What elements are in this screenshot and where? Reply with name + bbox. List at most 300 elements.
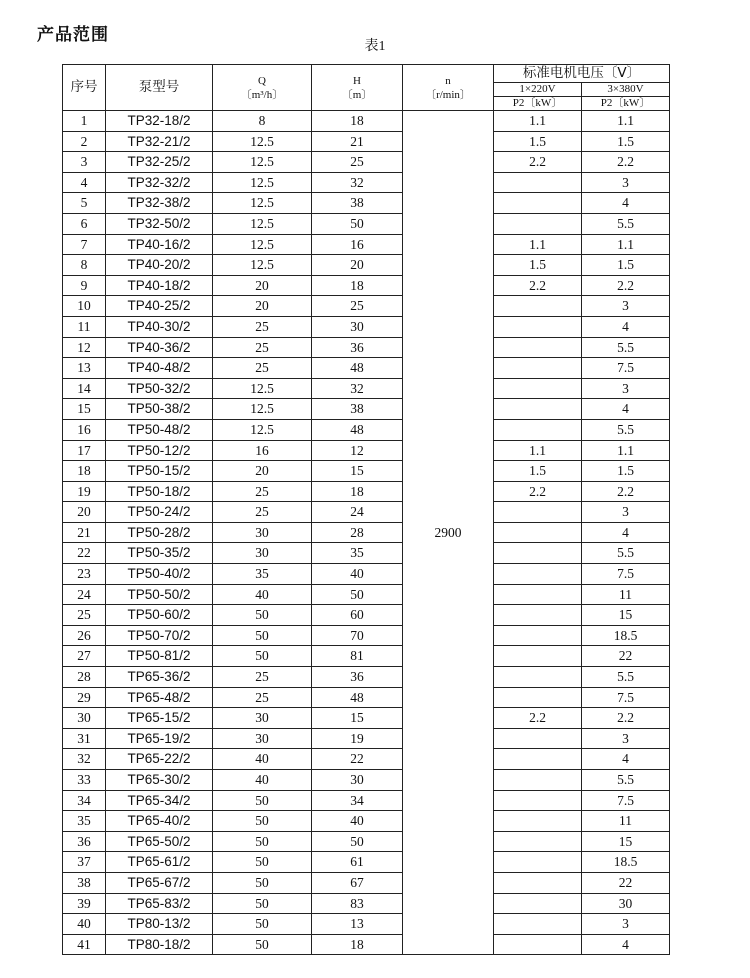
row-index: 29: [63, 687, 106, 708]
row-model: TP65-48/2: [106, 687, 213, 708]
row-index: 25: [63, 605, 106, 626]
row-power-three-phase: 11: [582, 584, 670, 605]
row-head: 12: [312, 440, 403, 461]
row-model: TP50-32/2: [106, 378, 213, 399]
row-power-single-phase: [494, 378, 582, 399]
row-flow: 25: [213, 667, 312, 688]
row-model: TP65-50/2: [106, 831, 213, 852]
row-index: 5: [63, 193, 106, 214]
header-flow: [213, 65, 312, 111]
row-power-single-phase: [494, 831, 582, 852]
row-flow: 12.5: [213, 172, 312, 193]
row-power-three-phase: 5.5: [582, 213, 670, 234]
row-model: TP32-25/2: [106, 152, 213, 173]
row-flow: 40: [213, 584, 312, 605]
row-model: TP50-18/2: [106, 481, 213, 502]
row-head: 15: [312, 461, 403, 482]
row-power-three-phase: 5.5: [582, 419, 670, 440]
row-power-single-phase: [494, 399, 582, 420]
row-flow: 50: [213, 605, 312, 626]
row-flow: 12.5: [213, 213, 312, 234]
header-speed-unit: 〔r/min〕: [425, 88, 471, 101]
row-power-three-phase: 30: [582, 893, 670, 914]
table-row: [63, 872, 670, 893]
row-flow: 30: [213, 708, 312, 729]
row-head: 13: [312, 914, 403, 935]
row-index: 34: [63, 790, 106, 811]
row-flow: 12.5: [213, 399, 312, 420]
row-power-single-phase: 1.5: [494, 131, 582, 152]
row-index: 39: [63, 893, 106, 914]
row-index: 35: [63, 811, 106, 832]
row-power-single-phase: [494, 749, 582, 770]
row-index: 30: [63, 708, 106, 729]
row-power-single-phase: [494, 543, 582, 564]
table-row: [63, 275, 670, 296]
row-power-single-phase: 2.2: [494, 708, 582, 729]
row-model: TP40-25/2: [106, 296, 213, 317]
header-speed: [403, 65, 494, 111]
row-model: TP80-13/2: [106, 914, 213, 935]
row-power-three-phase: 4: [582, 399, 670, 420]
row-head: 50: [312, 831, 403, 852]
row-index: 14: [63, 378, 106, 399]
row-index: 13: [63, 358, 106, 379]
row-index: 32: [63, 749, 106, 770]
row-power-three-phase: 3: [582, 378, 670, 399]
row-power-three-phase: 18.5: [582, 625, 670, 646]
row-model: TP65-67/2: [106, 872, 213, 893]
row-index: 26: [63, 625, 106, 646]
row-flow: 40: [213, 770, 312, 791]
row-head: 70: [312, 625, 403, 646]
table-row: [63, 543, 670, 564]
row-flow: 50: [213, 831, 312, 852]
table-row: [63, 378, 670, 399]
row-power-three-phase: 22: [582, 646, 670, 667]
table-row: [63, 934, 670, 955]
row-index: 33: [63, 770, 106, 791]
row-index: 40: [63, 914, 106, 935]
row-index: 12: [63, 337, 106, 358]
row-head: 16: [312, 234, 403, 255]
table-row: [63, 481, 670, 502]
table-row: [63, 790, 670, 811]
page-heading: 产品范围: [37, 25, 109, 45]
table-row: [63, 502, 670, 523]
row-model: TP40-20/2: [106, 255, 213, 276]
row-flow: 50: [213, 872, 312, 893]
table-row: [63, 584, 670, 605]
table-row: [63, 831, 670, 852]
row-flow: 50: [213, 852, 312, 873]
row-flow: 30: [213, 522, 312, 543]
row-power-three-phase: 15: [582, 831, 670, 852]
row-index: 16: [63, 419, 106, 440]
row-power-single-phase: 2.2: [494, 152, 582, 173]
row-power-three-phase: 1.1: [582, 440, 670, 461]
header-speed-symbol: n: [445, 74, 451, 87]
row-model: TP32-21/2: [106, 131, 213, 152]
row-model: TP32-32/2: [106, 172, 213, 193]
row-head: 67: [312, 872, 403, 893]
row-model: TP32-50/2: [106, 213, 213, 234]
row-flow: 20: [213, 275, 312, 296]
row-index: 31: [63, 728, 106, 749]
row-power-single-phase: [494, 687, 582, 708]
row-head: 15: [312, 708, 403, 729]
table-row: [63, 234, 670, 255]
row-model: TP50-35/2: [106, 543, 213, 564]
row-power-single-phase: 1.5: [494, 255, 582, 276]
row-power-single-phase: [494, 296, 582, 317]
row-power-three-phase: 15: [582, 605, 670, 626]
row-head: 18: [312, 275, 403, 296]
row-power-three-phase: 3: [582, 502, 670, 523]
row-power-three-phase: 2.2: [582, 481, 670, 502]
row-model: TP50-12/2: [106, 440, 213, 461]
row-flow: 25: [213, 358, 312, 379]
table-row: [63, 667, 670, 688]
row-flow: 20: [213, 296, 312, 317]
row-index: 9: [63, 275, 106, 296]
row-head: 35: [312, 543, 403, 564]
row-model: TP50-40/2: [106, 564, 213, 585]
row-flow: 50: [213, 790, 312, 811]
row-power-single-phase: [494, 646, 582, 667]
row-power-single-phase: 1.1: [494, 234, 582, 255]
row-index: 6: [63, 213, 106, 234]
table-row: [63, 893, 670, 914]
row-flow: 30: [213, 543, 312, 564]
row-model: TP50-70/2: [106, 625, 213, 646]
row-head: 30: [312, 316, 403, 337]
row-model: TP50-50/2: [106, 584, 213, 605]
row-flow: 35: [213, 564, 312, 585]
table-row: [63, 193, 670, 214]
row-power-single-phase: [494, 358, 582, 379]
row-head: 28: [312, 522, 403, 543]
table-row: [63, 770, 670, 791]
row-power-single-phase: [494, 893, 582, 914]
row-model: TP40-48/2: [106, 358, 213, 379]
table-row: [63, 914, 670, 935]
table-row: [63, 708, 670, 729]
row-power-single-phase: [494, 419, 582, 440]
table-row: [63, 749, 670, 770]
row-index: 36: [63, 831, 106, 852]
row-power-single-phase: [494, 934, 582, 955]
header-model: 泵型号: [106, 65, 213, 111]
table-row: [63, 399, 670, 420]
row-head: 34: [312, 790, 403, 811]
row-flow: 50: [213, 811, 312, 832]
row-power-single-phase: [494, 193, 582, 214]
row-head: 60: [312, 605, 403, 626]
row-index: 11: [63, 316, 106, 337]
row-power-single-phase: [494, 625, 582, 646]
row-head: 50: [312, 213, 403, 234]
row-head: 48: [312, 419, 403, 440]
row-model: TP65-30/2: [106, 770, 213, 791]
row-power-three-phase: 7.5: [582, 687, 670, 708]
row-head: 25: [312, 152, 403, 173]
row-power-three-phase: 7.5: [582, 564, 670, 585]
row-index: 28: [63, 667, 106, 688]
row-power-single-phase: 2.2: [494, 481, 582, 502]
table-row: [63, 358, 670, 379]
row-power-three-phase: 1.5: [582, 131, 670, 152]
row-power-single-phase: [494, 790, 582, 811]
header-head-symbol: H: [353, 74, 361, 87]
row-flow: 12.5: [213, 378, 312, 399]
product-range-table: [62, 64, 670, 955]
row-model: TP65-19/2: [106, 728, 213, 749]
row-power-single-phase: [494, 667, 582, 688]
row-flow: 25: [213, 502, 312, 523]
row-power-single-phase: [494, 502, 582, 523]
row-power-single-phase: [494, 172, 582, 193]
row-flow: 30: [213, 728, 312, 749]
row-head: 20: [312, 255, 403, 276]
row-power-single-phase: [494, 811, 582, 832]
table-row: [63, 172, 670, 193]
row-head: 18: [312, 111, 403, 132]
row-power-single-phase: [494, 584, 582, 605]
row-power-three-phase: 3: [582, 296, 670, 317]
row-flow: 25: [213, 316, 312, 337]
row-power-three-phase: 1.5: [582, 461, 670, 482]
table-row: [63, 255, 670, 276]
row-model: TP80-18/2: [106, 934, 213, 955]
row-head: 48: [312, 687, 403, 708]
header-single-phase: 1×220V: [494, 83, 582, 97]
row-model: TP65-22/2: [106, 749, 213, 770]
row-power-three-phase: 18.5: [582, 852, 670, 873]
row-head: 36: [312, 337, 403, 358]
header-index: 序号: [63, 65, 106, 111]
row-model: TP50-15/2: [106, 461, 213, 482]
row-model: TP50-60/2: [106, 605, 213, 626]
row-flow: 12.5: [213, 255, 312, 276]
row-index: 3: [63, 152, 106, 173]
row-model: TP40-36/2: [106, 337, 213, 358]
header-flow-symbol: Q: [258, 74, 266, 87]
row-index: 2: [63, 131, 106, 152]
table-row: [63, 728, 670, 749]
row-flow: 50: [213, 914, 312, 935]
row-power-three-phase: 7.5: [582, 358, 670, 379]
table-row: [63, 152, 670, 173]
row-index: 18: [63, 461, 106, 482]
row-power-single-phase: [494, 914, 582, 935]
table-row: [63, 440, 670, 461]
row-head: 25: [312, 296, 403, 317]
table-row: [63, 316, 670, 337]
row-power-single-phase: [494, 522, 582, 543]
row-index: 17: [63, 440, 106, 461]
row-index: 21: [63, 522, 106, 543]
row-flow: 20: [213, 461, 312, 482]
row-model: TP40-16/2: [106, 234, 213, 255]
row-head: 22: [312, 749, 403, 770]
row-head: 38: [312, 193, 403, 214]
table-row: [63, 419, 670, 440]
row-power-three-phase: 1.1: [582, 234, 670, 255]
row-power-three-phase: 3: [582, 172, 670, 193]
row-model: TP40-18/2: [106, 275, 213, 296]
table-row: [63, 605, 670, 626]
row-power-single-phase: 1.1: [494, 111, 582, 132]
row-power-single-phase: [494, 770, 582, 791]
table-row: [63, 564, 670, 585]
row-flow: 16: [213, 440, 312, 461]
row-power-three-phase: 3: [582, 728, 670, 749]
row-power-three-phase: 2.2: [582, 152, 670, 173]
table-row: [63, 296, 670, 317]
row-index: 23: [63, 564, 106, 585]
row-model: TP50-81/2: [106, 646, 213, 667]
row-model: TP65-40/2: [106, 811, 213, 832]
row-power-three-phase: 22: [582, 872, 670, 893]
table-row: [63, 213, 670, 234]
row-flow: 12.5: [213, 234, 312, 255]
row-power-three-phase: 5.5: [582, 770, 670, 791]
row-index: 38: [63, 872, 106, 893]
row-flow: 25: [213, 481, 312, 502]
row-power-single-phase: [494, 852, 582, 873]
table-row: [63, 646, 670, 667]
row-index: 19: [63, 481, 106, 502]
row-index: 7: [63, 234, 106, 255]
row-head: 30: [312, 770, 403, 791]
row-power-single-phase: [494, 213, 582, 234]
row-flow: 50: [213, 625, 312, 646]
row-power-single-phase: [494, 728, 582, 749]
row-power-single-phase: 1.1: [494, 440, 582, 461]
row-index: 37: [63, 852, 106, 873]
row-head: 19: [312, 728, 403, 749]
row-head: 21: [312, 131, 403, 152]
table-caption: 表1: [364, 39, 386, 54]
row-flow: 25: [213, 337, 312, 358]
row-power-three-phase: 1.1: [582, 111, 670, 132]
row-model: TP32-18/2: [106, 111, 213, 132]
row-model: TP65-15/2: [106, 708, 213, 729]
row-power-three-phase: 2.2: [582, 275, 670, 296]
row-head: 83: [312, 893, 403, 914]
row-power-three-phase: 5.5: [582, 543, 670, 564]
row-model: TP40-30/2: [106, 316, 213, 337]
table-row: [63, 852, 670, 873]
row-flow: 25: [213, 687, 312, 708]
row-head: 38: [312, 399, 403, 420]
row-power-three-phase: 11: [582, 811, 670, 832]
row-flow: 40: [213, 749, 312, 770]
row-power-three-phase: 4: [582, 749, 670, 770]
row-head: 32: [312, 378, 403, 399]
row-index: 24: [63, 584, 106, 605]
row-head: 36: [312, 667, 403, 688]
table-row: [63, 522, 670, 543]
row-head: 24: [312, 502, 403, 523]
row-index: 27: [63, 646, 106, 667]
row-power-single-phase: [494, 564, 582, 585]
row-head: 40: [312, 811, 403, 832]
header-voltage-group: 标准电机电压〔V〕: [494, 65, 670, 83]
row-index: 20: [63, 502, 106, 523]
row-power-single-phase: [494, 872, 582, 893]
row-power-single-phase: [494, 605, 582, 626]
row-flow: 8: [213, 111, 312, 132]
row-power-single-phase: [494, 337, 582, 358]
header-three-phase: 3×380V: [582, 83, 670, 97]
row-head: 40: [312, 564, 403, 585]
row-index: 8: [63, 255, 106, 276]
row-index: 22: [63, 543, 106, 564]
row-index: 1: [63, 111, 106, 132]
row-flow: 12.5: [213, 152, 312, 173]
row-head: 50: [312, 584, 403, 605]
row-model: TP50-24/2: [106, 502, 213, 523]
row-head: 32: [312, 172, 403, 193]
row-power-three-phase: 5.5: [582, 337, 670, 358]
row-flow: 12.5: [213, 131, 312, 152]
row-power-three-phase: 3: [582, 914, 670, 935]
row-power-single-phase: 2.2: [494, 275, 582, 296]
table-row: [63, 131, 670, 152]
row-power-three-phase: 1.5: [582, 255, 670, 276]
row-power-three-phase: 5.5: [582, 667, 670, 688]
row-head: 48: [312, 358, 403, 379]
row-head: 81: [312, 646, 403, 667]
row-power-three-phase: 4: [582, 193, 670, 214]
row-head: 18: [312, 934, 403, 955]
row-power-three-phase: 2.2: [582, 708, 670, 729]
row-power-three-phase: 4: [582, 522, 670, 543]
row-index: 41: [63, 934, 106, 955]
header-head-unit: 〔m〕: [341, 88, 373, 101]
header-p2-three: P2〔kW〕: [582, 97, 670, 111]
row-model: TP50-48/2: [106, 419, 213, 440]
row-flow: 12.5: [213, 419, 312, 440]
row-power-single-phase: [494, 316, 582, 337]
table-row: [63, 111, 670, 132]
row-flow: 50: [213, 893, 312, 914]
row-head: 61: [312, 852, 403, 873]
row-index: 15: [63, 399, 106, 420]
row-head: 18: [312, 481, 403, 502]
header-p2-single: P2〔kW〕: [494, 97, 582, 111]
header-flow-unit: 〔m³/h〕: [240, 88, 284, 101]
table-row: [63, 625, 670, 646]
row-flow: 50: [213, 646, 312, 667]
row-model: TP65-36/2: [106, 667, 213, 688]
row-model: TP50-38/2: [106, 399, 213, 420]
row-model: TP65-83/2: [106, 893, 213, 914]
row-flow: 50: [213, 934, 312, 955]
table-row: [63, 337, 670, 358]
row-model: TP65-34/2: [106, 790, 213, 811]
row-speed-merged: 2900: [403, 111, 494, 955]
row-model: TP32-38/2: [106, 193, 213, 214]
header-head: [312, 65, 403, 111]
row-index: 4: [63, 172, 106, 193]
row-model: TP50-28/2: [106, 522, 213, 543]
table-row: [63, 687, 670, 708]
row-index: 10: [63, 296, 106, 317]
row-power-three-phase: 4: [582, 934, 670, 955]
